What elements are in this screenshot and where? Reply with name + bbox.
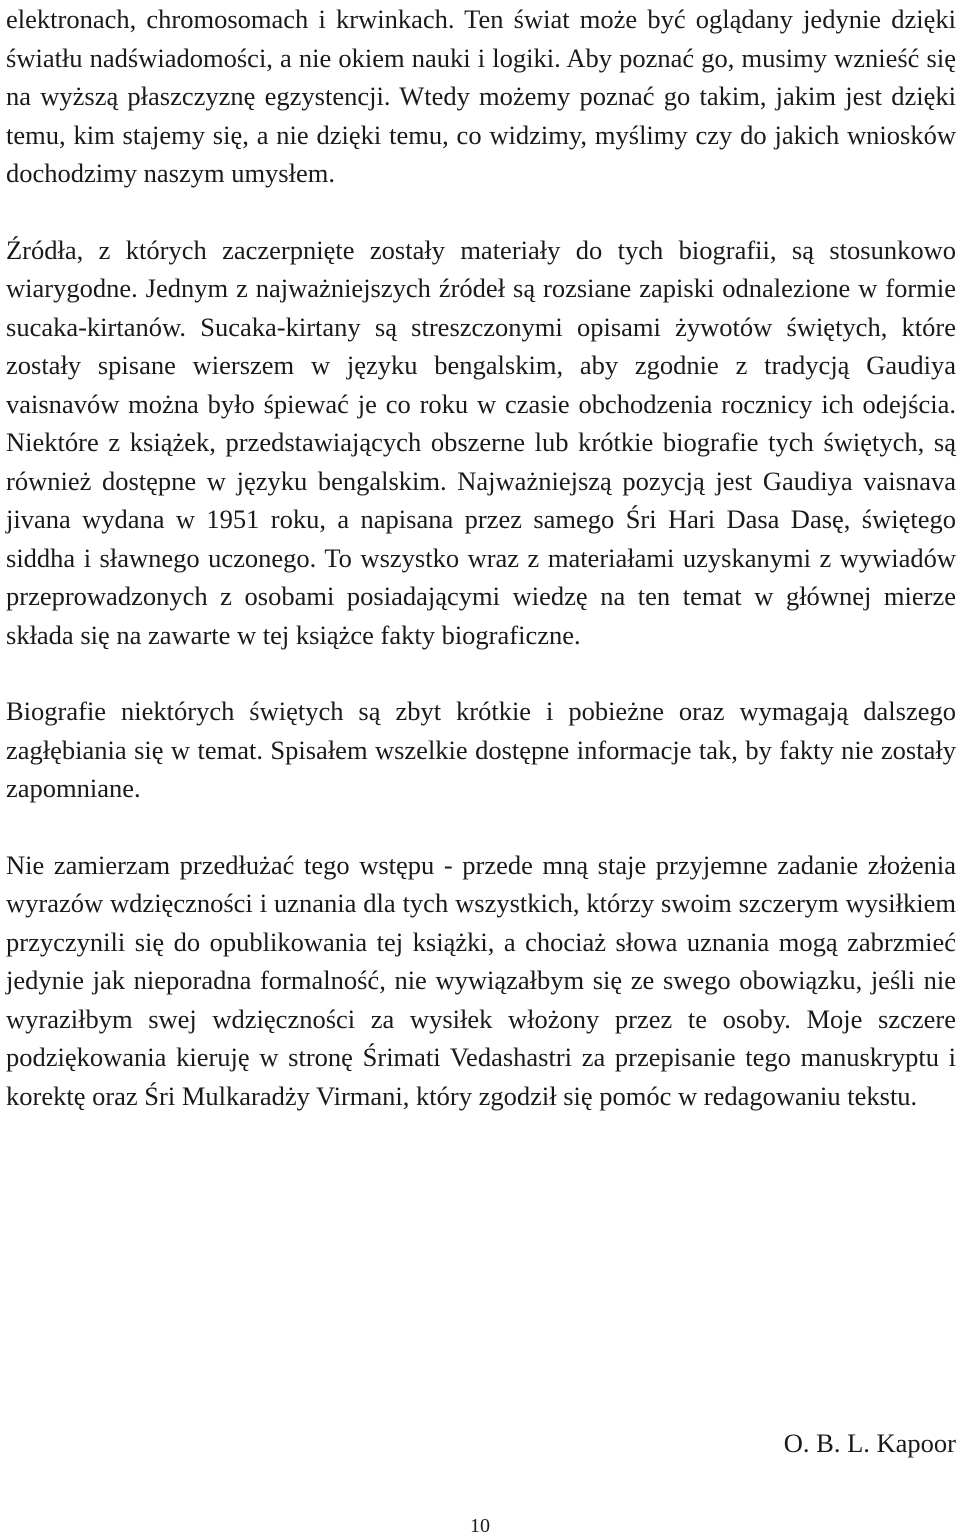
paragraph-1: elektronach, chromosomach i krwinkach. Ten świat może być oglądany jedynie dzięki światłu nadświadomości, a nie okiem nauki i logiki. Aby poznać go, musimy wznieść się na wyższą płaszczyznę egzystencji. Wtedy możemy poznać go takim, jakim jest dzięki temu, kim stajemy się, a nie dzięki temu, co widzimy, myślimy czy do jakich wniosków dochodzimy naszym umysłem. <box>6 4 956 188</box>
page-number: 10 <box>470 1515 490 1537</box>
author-signature: O. B. L. Kapoor <box>783 1428 956 1458</box>
paragraph-4: Nie zamierzam przedłużać tego wstępu - przede mną staje przyjemne zadanie złożenia wyrazów wdzięczności i uznania dla tych wszystkich, którzy swoim szczerym wysiłkiem przyczynili się do opublikowania tej książki, a chociaż słowa uznania mogą zabrzmieć jedynie jak nieporadna formalność, nie wywiązałbym się ze swego obowiązku, jeśli nie wyraziłbym swej wdzięczności za wysiłek włożony przez te osoby. Moje szczere podziękowania kieruję w stronę Śrimati Vedashastri za przepisanie tego manuskryptu i korektę oraz Śri Mulkaradży Virmani, który zgodził się pomóc w redagowaniu tekstu. <box>6 849 956 1111</box>
paragraph-3: Biografie niektórych świętych są zbyt krótkie i pobieżne oraz wymagają dalszego zagłębiania się w temat. Spisałem wszelkie dostępne informacje tak, by fakty nie zostały zapomniane. <box>6 696 956 803</box>
document-page <box>6 0 956 1115</box>
paragraph-2: Źródła, z których zaczerpnięte zostały materiały do tych biografii, są stosunkowo wiarygodne. Jednym z najważniejszych źródeł są rozsiane zapiski odnalezione w formie sucaka-kirtanów. Sucaka-kirtany są streszczonymi opisami żywotów świętych, które zostały spisane wierszem w języku bengalskim, aby zgodnie z tradycją Gaudiya vaisnavów można było śpiewać je co roku w czasie obchodzenia rocznicy ich odejścia. Niektóre z książek, przedstawiających obszerne lub krótkie biografie tych świętych, są również dostępne w języku bengalskim. Najważniejszą pozycją jest Gaudiya vaisnava jivana wydana w 1951 roku, a napisana przez samego Śri Hari Dasa Dasę, świętego siddha i sławnego uczonego. To wszystko wraz z materiałami uzyskanymi z wywiadów przeprowadzonych z osobami posiadającymi wiedzę na ten temat w głównej mierze składa się na zawarte w tej książce fakty biograficzne. <box>6 234 956 650</box>
